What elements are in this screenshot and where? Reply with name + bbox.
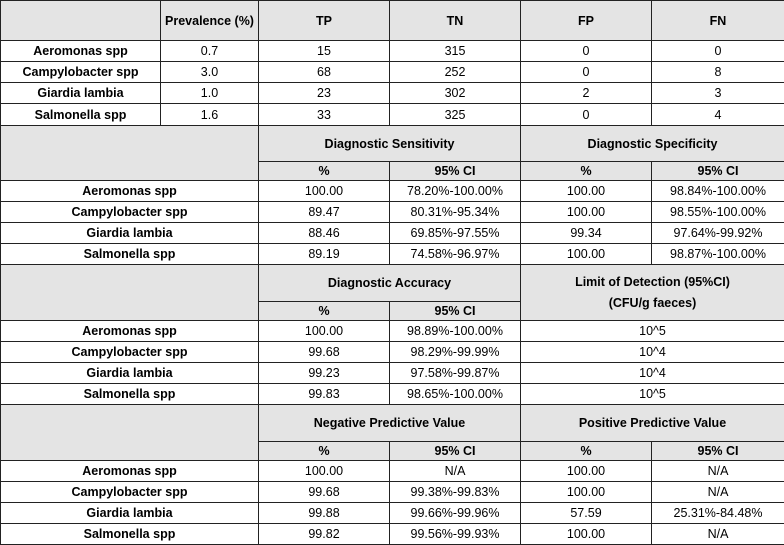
cell-npv-percent: 99.68: [259, 482, 390, 503]
group-header-specificity: Diagnostic Specificity: [521, 126, 784, 162]
row-label: Giardia lambia: [1, 363, 259, 384]
row-label: Giardia lambia: [1, 223, 259, 244]
cell-accuracy-percent: 99.83: [259, 384, 390, 405]
cell-sensitivity-ci: 74.58%-96.97%: [390, 244, 521, 265]
cell-accuracy-percent: 99.23: [259, 363, 390, 384]
sub-header-ci: 95% CI: [390, 162, 521, 181]
cell-specificity-ci: 98.84%-100.00%: [652, 181, 784, 202]
row-label: Giardia lambia: [1, 83, 161, 104]
group-header-negative-predictive-value: Negative Predictive Value: [259, 405, 521, 442]
group-header-accuracy: Diagnostic Accuracy: [259, 265, 521, 302]
cell-tp: 23: [259, 83, 390, 104]
column-header-fp: FP: [521, 1, 652, 41]
cell-sensitivity-ci: 80.31%-95.34%: [390, 202, 521, 223]
cell-tp: 15: [259, 41, 390, 62]
sub-header-percent: %: [259, 302, 390, 321]
cell-specificity-percent: 100.00: [521, 202, 652, 223]
section1-header-row: [1, 1, 784, 41]
cell-fp: 0: [521, 104, 652, 126]
cell-limit-of-detection: 10^4: [521, 342, 784, 363]
table-row: [1, 482, 784, 503]
row-label: Campylobacter spp: [1, 202, 259, 223]
table-row: [1, 223, 784, 244]
cell-sensitivity-percent: 100.00: [259, 181, 390, 202]
cell-npv-ci: 99.66%-99.96%: [390, 503, 521, 524]
sub-header-percent: %: [259, 442, 390, 461]
cell-fn: 8: [652, 62, 784, 83]
row-label: Salmonella spp: [1, 244, 259, 265]
cell-npv-percent: 100.00: [259, 461, 390, 482]
column-header-fn: FN: [652, 1, 784, 41]
section3-group-header-row: [1, 265, 784, 302]
row-label: Campylobacter spp: [1, 342, 259, 363]
sub-header-percent: %: [259, 162, 390, 181]
row-label: Campylobacter spp: [1, 62, 161, 83]
table-row: [1, 503, 784, 524]
group-header-sensitivity: Diagnostic Sensitivity: [259, 126, 521, 162]
cell-prevalence: 1.0: [161, 83, 259, 104]
cell-tn: 325: [390, 104, 521, 126]
cell-accuracy-percent: 100.00: [259, 321, 390, 342]
row-label: Giardia lambia: [1, 503, 259, 524]
table-row: [1, 181, 784, 202]
table-row: [1, 244, 784, 265]
cell-tp: 68: [259, 62, 390, 83]
cell-npv-ci: 99.56%-99.93%: [390, 524, 521, 545]
corner-cell: [1, 265, 259, 321]
cell-specificity-percent: 100.00: [521, 244, 652, 265]
cell-tn: 252: [390, 62, 521, 83]
row-label: Aeromonas spp: [1, 321, 259, 342]
group-header-positive-predictive-value: Positive Predictive Value: [521, 405, 784, 442]
cell-npv-ci: N/A: [390, 461, 521, 482]
cell-npv-percent: 99.88: [259, 503, 390, 524]
table-row: [1, 363, 784, 384]
table-row: [1, 342, 784, 363]
cell-limit-of-detection: 10^4: [521, 363, 784, 384]
cell-npv-percent: 99.82: [259, 524, 390, 545]
table-row: [1, 202, 784, 223]
row-label: Aeromonas spp: [1, 41, 161, 62]
cell-specificity-ci: 97.64%-99.92%: [652, 223, 784, 244]
cell-ppv-percent: 100.00: [521, 482, 652, 503]
row-label: Aeromonas spp: [1, 181, 259, 202]
row-label: Salmonella spp: [1, 104, 161, 126]
cell-accuracy-ci: 97.58%-99.87%: [390, 363, 521, 384]
sub-header-percent: %: [521, 162, 652, 181]
cell-tn: 302: [390, 83, 521, 104]
table-row: [1, 62, 784, 83]
cell-prevalence: 1.6: [161, 104, 259, 126]
section4-group-header-row: [1, 405, 784, 442]
cell-npv-ci: 99.38%-99.83%: [390, 482, 521, 503]
cell-specificity-ci: 98.87%-100.00%: [652, 244, 784, 265]
sub-header-ci: 95% CI: [652, 442, 784, 461]
cell-fn: 0: [652, 41, 784, 62]
cell-tp: 33: [259, 104, 390, 126]
cell-fp: 0: [521, 62, 652, 83]
column-header-tp: TP: [259, 1, 390, 41]
cell-prevalence: 0.7: [161, 41, 259, 62]
cell-accuracy-ci: 98.29%-99.99%: [390, 342, 521, 363]
row-label: Aeromonas spp: [1, 461, 259, 482]
table-row: [1, 321, 784, 342]
row-label: Salmonella spp: [1, 524, 259, 545]
table-row: [1, 461, 784, 482]
sub-header-percent: %: [521, 442, 652, 461]
cell-ppv-ci: N/A: [652, 461, 784, 482]
cell-ppv-percent: 100.00: [521, 461, 652, 482]
cell-specificity-percent: 99.34: [521, 223, 652, 244]
cell-limit-of-detection: 10^5: [521, 384, 784, 405]
cell-ppv-ci: 25.31%-84.48%: [652, 503, 784, 524]
cell-sensitivity-percent: 89.19: [259, 244, 390, 265]
sub-header-ci: 95% CI: [652, 162, 784, 181]
cell-prevalence: 3.0: [161, 62, 259, 83]
cell-sensitivity-ci: 69.85%-97.55%: [390, 223, 521, 244]
cell-accuracy-ci: 98.89%-100.00%: [390, 321, 521, 342]
cell-sensitivity-percent: 89.47: [259, 202, 390, 223]
cell-fp: 2: [521, 83, 652, 104]
section2-group-header-row: [1, 126, 784, 162]
cell-sensitivity-percent: 88.46: [259, 223, 390, 244]
table-row: [1, 41, 784, 62]
cell-ppv-ci: N/A: [652, 524, 784, 545]
cell-ppv-percent: 100.00: [521, 524, 652, 545]
sub-header-ci: 95% CI: [390, 302, 521, 321]
column-header-tn: TN: [390, 1, 521, 41]
group-header-limit-of-detection: Limit of Detection (95%CI) (CFU/g faeces): [521, 265, 784, 321]
corner-cell: [1, 126, 259, 181]
cell-fn: 4: [652, 104, 784, 126]
cell-fn: 3: [652, 83, 784, 104]
sub-header-ci: 95% CI: [390, 442, 521, 461]
cell-specificity-percent: 100.00: [521, 181, 652, 202]
table-row: [1, 384, 784, 405]
cell-specificity-ci: 98.55%-100.00%: [652, 202, 784, 223]
cell-sensitivity-ci: 78.20%-100.00%: [390, 181, 521, 202]
cell-accuracy-percent: 99.68: [259, 342, 390, 363]
cell-accuracy-ci: 98.65%-100.00%: [390, 384, 521, 405]
cell-ppv-percent: 57.59: [521, 503, 652, 524]
row-label: Salmonella spp: [1, 384, 259, 405]
cell-tn: 315: [390, 41, 521, 62]
cell-ppv-ci: N/A: [652, 482, 784, 503]
table-row: [1, 83, 784, 104]
corner-cell: [1, 1, 161, 41]
column-header-prevalence: Prevalence (%): [161, 1, 259, 41]
row-label: Campylobacter spp: [1, 482, 259, 503]
corner-cell: [1, 405, 259, 461]
cell-limit-of-detection: 10^5: [521, 321, 784, 342]
cell-fp: 0: [521, 41, 652, 62]
table-row: [1, 524, 784, 545]
table-row: [1, 104, 784, 126]
